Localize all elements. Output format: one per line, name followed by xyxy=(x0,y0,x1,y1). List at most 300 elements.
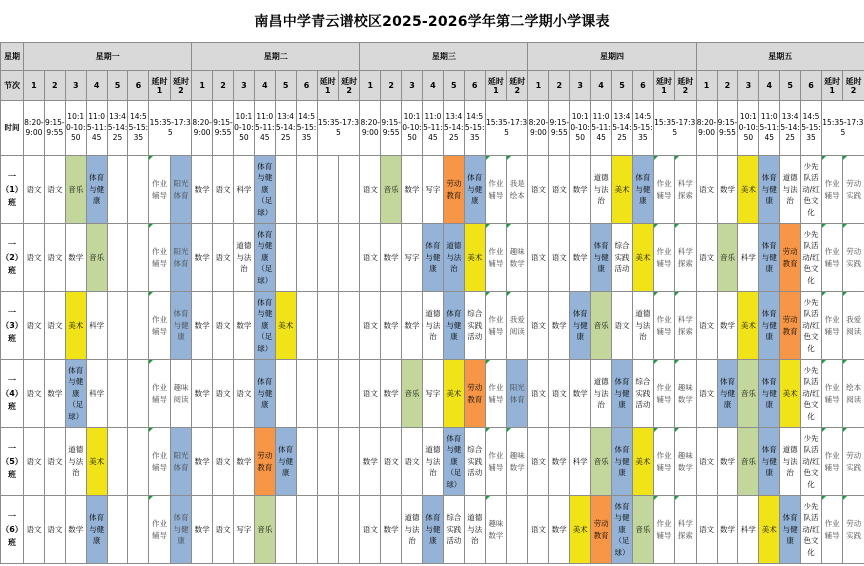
lesson-cell: 劳动教育 xyxy=(780,224,801,292)
lesson-cell: 我爱阅读 xyxy=(843,292,864,360)
lesson-cell: 道德与法治 xyxy=(591,360,612,428)
lesson-cell xyxy=(296,224,317,292)
period-header: 延时1 xyxy=(821,71,842,101)
lesson-cell: 作业辅导 xyxy=(821,428,842,496)
time-cell: 13:45-14:25 xyxy=(612,101,633,156)
lesson-cell: 体育与健康 xyxy=(86,156,107,224)
lesson-cell xyxy=(128,428,149,496)
lesson-cell: 科学探索 xyxy=(675,292,696,360)
lesson-cell: 体育与健康 xyxy=(170,496,191,564)
lesson-cell: 科学 xyxy=(570,428,591,496)
lesson-cell: 体育与健康（足球） xyxy=(254,292,275,360)
lesson-cell xyxy=(317,360,338,428)
lesson-cell: 数学 xyxy=(192,224,213,292)
lesson-cell: 作业辅导 xyxy=(653,360,674,428)
lesson-cell: 作业辅导 xyxy=(653,496,674,564)
lesson-cell xyxy=(338,360,359,428)
lesson-cell: 语文 xyxy=(24,156,45,224)
lesson-cell xyxy=(338,428,359,496)
lesson-cell: 科学 xyxy=(738,496,759,564)
lesson-cell: 语文 xyxy=(44,156,65,224)
lesson-cell: 语文 xyxy=(528,292,549,360)
lesson-cell: 数学 xyxy=(233,292,254,360)
lesson-cell: 体育与健康 xyxy=(275,428,296,496)
lesson-cell: 语文 xyxy=(612,292,633,360)
lesson-cell xyxy=(338,224,359,292)
lesson-cell: 劳动教育 xyxy=(443,156,464,224)
time-cell: 13:45-14:25 xyxy=(443,101,464,156)
lesson-cell: 劳动实践 xyxy=(843,224,864,292)
lesson-cell: 数学 xyxy=(192,292,213,360)
lesson-cell: 语文 xyxy=(233,360,254,428)
lesson-cell: 绘本阅读 xyxy=(843,360,864,428)
lesson-cell: 综合实践活动 xyxy=(632,360,653,428)
lesson-cell: 体育与健康 xyxy=(612,360,633,428)
lesson-cell xyxy=(275,496,296,564)
lesson-cell: 道德与法治 xyxy=(464,496,485,564)
lesson-cell: 少先队活动/红色文化 xyxy=(801,496,822,564)
lesson-cell: 作业辅导 xyxy=(485,360,506,428)
class-label: 一（1）班 xyxy=(1,156,24,224)
time-cell: 11:05-11:45 xyxy=(422,101,443,156)
lesson-cell: 体育与健康 xyxy=(591,224,612,292)
lesson-cell: 美术 xyxy=(738,292,759,360)
period-header: 5 xyxy=(107,71,128,101)
lesson-cell: 劳动教育 xyxy=(780,292,801,360)
time-cell: 9:15-9:55 xyxy=(44,101,65,156)
lesson-cell: 语文 xyxy=(213,360,234,428)
lesson-cell: 趣味阅读 xyxy=(170,360,191,428)
row-label-day: 星期 xyxy=(1,43,24,71)
lesson-cell xyxy=(107,496,128,564)
lesson-cell: 数学 xyxy=(549,496,570,564)
lesson-cell xyxy=(107,224,128,292)
time-cell: 9:15-9:55 xyxy=(717,101,738,156)
page-title: 南昌中学青云谱校区2025-2026学年第二学期小学课表 xyxy=(254,14,610,30)
period-header: 延时2 xyxy=(338,71,359,101)
lesson-cell: 语文 xyxy=(44,292,65,360)
lesson-cell: 综合实践活动 xyxy=(464,292,485,360)
lesson-cell: 语文 xyxy=(44,224,65,292)
lesson-cell: 数学 xyxy=(65,224,86,292)
time-cell: 14:55-15:35 xyxy=(801,101,822,156)
lesson-cell: 语文 xyxy=(360,496,381,564)
lesson-cell: 写字 xyxy=(402,224,423,292)
lesson-cell: 语文 xyxy=(213,156,234,224)
lesson-cell: 趣味数学 xyxy=(507,428,528,496)
time-cell: 9:15-9:55 xyxy=(549,101,570,156)
period-header: 6 xyxy=(632,71,653,101)
time-cell: 10:10-10:50 xyxy=(738,101,759,156)
lesson-cell: 道德与法治 xyxy=(233,224,254,292)
lesson-cell: 语文 xyxy=(360,224,381,292)
lesson-cell: 阳光体育 xyxy=(170,428,191,496)
lesson-cell: 数学 xyxy=(717,496,738,564)
lesson-cell: 音乐 xyxy=(254,496,275,564)
lesson-cell: 美术 xyxy=(632,224,653,292)
time-cell: 15:35-17:35 xyxy=(821,101,864,156)
lesson-cell: 作业辅导 xyxy=(653,292,674,360)
lesson-cell: 科学探索 xyxy=(675,224,696,292)
lesson-cell: 劳动实践 xyxy=(843,428,864,496)
lesson-cell: 语文 xyxy=(528,156,549,224)
lesson-cell: 音乐 xyxy=(591,292,612,360)
time-cell: 15:35-17:35 xyxy=(317,101,360,156)
period-header: 延时1 xyxy=(317,71,338,101)
lesson-cell: 体育与健康 xyxy=(170,292,191,360)
lesson-cell: 道德与法治 xyxy=(632,292,653,360)
lesson-cell: 作业辅导 xyxy=(485,428,506,496)
lesson-cell: 数学 xyxy=(360,428,381,496)
lesson-cell: 劳动实践 xyxy=(843,496,864,564)
period-header: 4 xyxy=(591,71,612,101)
lesson-cell: 音乐 xyxy=(738,360,759,428)
lesson-cell: 道德与法治 xyxy=(780,428,801,496)
period-header: 1 xyxy=(192,71,213,101)
lesson-cell: 美术 xyxy=(275,292,296,360)
lesson-cell: 语文 xyxy=(24,360,45,428)
lesson-cell xyxy=(296,496,317,564)
lesson-cell: 阳光体育 xyxy=(170,224,191,292)
lesson-cell xyxy=(275,224,296,292)
lesson-cell: 作业辅导 xyxy=(821,292,842,360)
lesson-cell: 劳动教育 xyxy=(254,428,275,496)
lesson-cell: 音乐 xyxy=(738,428,759,496)
period-header: 延时1 xyxy=(485,71,506,101)
lesson-cell: 作业辅导 xyxy=(821,496,842,564)
period-header: 1 xyxy=(360,71,381,101)
lesson-cell: 作业辅导 xyxy=(149,292,170,360)
period-header: 1 xyxy=(696,71,717,101)
lesson-cell: 趣味数学 xyxy=(507,224,528,292)
time-cell: 8:20-9:00 xyxy=(360,101,381,156)
lesson-cell xyxy=(317,224,338,292)
lesson-cell: 作业辅导 xyxy=(653,224,674,292)
lesson-cell: 数学 xyxy=(717,428,738,496)
lesson-cell: 少先队活动/红色文化 xyxy=(801,292,822,360)
day-header: 星期一 xyxy=(24,43,192,71)
day-header: 星期二 xyxy=(192,43,360,71)
day-header: 星期三 xyxy=(360,43,528,71)
lesson-cell: 美术 xyxy=(65,292,86,360)
lesson-cell: 科学 xyxy=(233,156,254,224)
lesson-cell xyxy=(317,292,338,360)
time-cell: 11:05-11:45 xyxy=(591,101,612,156)
lesson-cell: 综合实践活动 xyxy=(443,496,464,564)
lesson-cell: 语文 xyxy=(213,428,234,496)
lesson-cell: 体育与健康（足球） xyxy=(65,360,86,428)
lesson-cell: 体育与健康 xyxy=(759,360,780,428)
lesson-cell: 体育与健康 xyxy=(759,428,780,496)
lesson-cell: 作业辅导 xyxy=(149,224,170,292)
row-label-period: 节次 xyxy=(1,71,24,101)
lesson-cell: 作业辅导 xyxy=(149,428,170,496)
lesson-cell xyxy=(338,292,359,360)
lesson-cell: 综合实践活动 xyxy=(612,224,633,292)
time-cell: 10:10-10:50 xyxy=(65,101,86,156)
time-cell: 15:35-17:35 xyxy=(485,101,528,156)
time-cell: 10:10-10:50 xyxy=(570,101,591,156)
lesson-cell: 音乐 xyxy=(381,156,402,224)
lesson-cell: 科学 xyxy=(86,292,107,360)
class-label: 一（2）班 xyxy=(1,224,24,292)
lesson-cell: 科学 xyxy=(86,360,107,428)
lesson-cell: 体育与健康 xyxy=(717,360,738,428)
lesson-cell: 体育与健康 xyxy=(443,292,464,360)
lesson-cell: 我爱阅读 xyxy=(507,292,528,360)
lesson-cell: 作业辅导 xyxy=(653,428,674,496)
period-header: 5 xyxy=(780,71,801,101)
lesson-cell: 语文 xyxy=(549,156,570,224)
lesson-cell: 我是绘本 xyxy=(507,156,528,224)
period-header: 3 xyxy=(65,71,86,101)
time-cell: 10:10-10:50 xyxy=(402,101,423,156)
lesson-cell: 语文 xyxy=(360,360,381,428)
lesson-cell xyxy=(338,156,359,224)
lesson-cell: 音乐 xyxy=(86,224,107,292)
time-cell: 9:15-9:55 xyxy=(381,101,402,156)
lesson-cell: 作业辅导 xyxy=(485,292,506,360)
period-header: 延时1 xyxy=(149,71,170,101)
lesson-cell: 体育与健康（足球） xyxy=(612,496,633,564)
lesson-cell: 美术 xyxy=(86,428,107,496)
lesson-cell xyxy=(107,360,128,428)
lesson-cell: 道德与法治 xyxy=(422,428,443,496)
lesson-cell: 道德与法治 xyxy=(402,496,423,564)
row-label-time: 时间 xyxy=(1,101,24,156)
lesson-cell: 数学 xyxy=(549,292,570,360)
lesson-cell: 语文 xyxy=(381,428,402,496)
lesson-cell: 语文 xyxy=(528,224,549,292)
lesson-cell: 语文 xyxy=(528,360,549,428)
time-cell: 13:45-14:25 xyxy=(275,101,296,156)
time-cell: 8:20-9:00 xyxy=(696,101,717,156)
lesson-cell: 音乐 xyxy=(717,224,738,292)
lesson-cell: 语文 xyxy=(360,292,381,360)
lesson-cell xyxy=(296,428,317,496)
period-header: 1 xyxy=(528,71,549,101)
period-header: 4 xyxy=(422,71,443,101)
period-header: 5 xyxy=(443,71,464,101)
lesson-cell: 数学 xyxy=(381,360,402,428)
lesson-cell: 阳光体育 xyxy=(507,360,528,428)
lesson-cell: 劳动教育 xyxy=(591,496,612,564)
lesson-cell: 作业辅导 xyxy=(821,360,842,428)
lesson-cell: 语文 xyxy=(528,428,549,496)
lesson-cell: 体育与健康（足球） xyxy=(254,224,275,292)
lesson-cell: 美术 xyxy=(570,496,591,564)
lesson-cell: 数学 xyxy=(44,360,65,428)
period-header: 2 xyxy=(213,71,234,101)
time-cell: 11:05-11:45 xyxy=(254,101,275,156)
lesson-cell: 数学 xyxy=(192,360,213,428)
time-cell: 9:15-9:55 xyxy=(213,101,234,156)
period-header: 2 xyxy=(381,71,402,101)
class-label: 一（6）班 xyxy=(1,496,24,564)
lesson-cell: 语文 xyxy=(696,496,717,564)
lesson-cell: 体育与健康（足球） xyxy=(254,156,275,224)
lesson-cell: 数学 xyxy=(549,428,570,496)
time-cell: 14:55-15:35 xyxy=(296,101,317,156)
time-cell: 11:05-11:45 xyxy=(759,101,780,156)
lesson-cell: 体育与健康 xyxy=(632,156,653,224)
lesson-cell: 科学探索 xyxy=(675,496,696,564)
lesson-cell: 数学 xyxy=(381,224,402,292)
lesson-cell: 美术 xyxy=(780,360,801,428)
lesson-cell: 少先队活动/红色文化 xyxy=(801,224,822,292)
lesson-cell: 数学 xyxy=(402,156,423,224)
lesson-cell: 音乐 xyxy=(591,428,612,496)
period-header: 延时2 xyxy=(170,71,191,101)
period-header: 延时2 xyxy=(675,71,696,101)
lesson-cell xyxy=(107,428,128,496)
lesson-cell: 语文 xyxy=(528,496,549,564)
lesson-cell: 趣味数学 xyxy=(675,360,696,428)
lesson-cell: 少先队活动/红色文化 xyxy=(801,156,822,224)
lesson-cell xyxy=(338,496,359,564)
period-header: 6 xyxy=(464,71,485,101)
lesson-cell: 美术 xyxy=(759,496,780,564)
lesson-cell: 语文 xyxy=(213,224,234,292)
lesson-cell: 音乐 xyxy=(65,156,86,224)
lesson-cell xyxy=(128,496,149,564)
period-header: 延时2 xyxy=(843,71,864,101)
timetable xyxy=(0,42,864,564)
lesson-cell: 体育与健康 xyxy=(759,292,780,360)
lesson-cell: 体育与健康 xyxy=(780,496,801,564)
time-cell: 15:35-17:35 xyxy=(653,101,696,156)
lesson-cell: 语文 xyxy=(696,292,717,360)
lesson-cell: 写字 xyxy=(422,156,443,224)
lesson-cell: 语文 xyxy=(402,428,423,496)
lesson-cell xyxy=(128,224,149,292)
lesson-cell: 科学 xyxy=(738,224,759,292)
lesson-cell: 阳光体育 xyxy=(170,156,191,224)
lesson-cell xyxy=(296,360,317,428)
lesson-cell: 综合实践活动 xyxy=(464,428,485,496)
lesson-cell: 美术 xyxy=(738,156,759,224)
lesson-cell xyxy=(317,496,338,564)
lesson-cell: 语文 xyxy=(24,496,45,564)
lesson-cell: 美术 xyxy=(464,224,485,292)
lesson-cell: 体育与健康 xyxy=(422,496,443,564)
lesson-cell: 语文 xyxy=(696,428,717,496)
lesson-cell: 语文 xyxy=(213,496,234,564)
lesson-cell: 语文 xyxy=(213,292,234,360)
lesson-cell: 道德与法治 xyxy=(780,156,801,224)
period-header: 2 xyxy=(44,71,65,101)
period-header: 3 xyxy=(570,71,591,101)
lesson-cell: 语文 xyxy=(44,496,65,564)
lesson-cell: 数学 xyxy=(717,292,738,360)
time-cell: 14:55-15:35 xyxy=(128,101,149,156)
lesson-cell: 作业辅导 xyxy=(821,224,842,292)
lesson-cell: 写字 xyxy=(422,360,443,428)
time-cell: 11:05-11:45 xyxy=(86,101,107,156)
period-header: 2 xyxy=(717,71,738,101)
lesson-cell: 写字 xyxy=(233,496,254,564)
day-header: 星期五 xyxy=(696,43,864,71)
lesson-cell: 体育与健康 xyxy=(570,292,591,360)
lesson-cell: 作业辅导 xyxy=(149,156,170,224)
period-header: 5 xyxy=(612,71,633,101)
time-cell: 14:55-15:35 xyxy=(632,101,653,156)
lesson-cell: 作业辅导 xyxy=(485,224,506,292)
lesson-cell: 音乐 xyxy=(402,360,423,428)
lesson-cell: 作业辅导 xyxy=(821,156,842,224)
lesson-cell: 语文 xyxy=(24,292,45,360)
class-label: 一（4）班 xyxy=(1,360,24,428)
lesson-cell xyxy=(317,428,338,496)
lesson-cell xyxy=(128,360,149,428)
time-cell: 13:45-14:25 xyxy=(780,101,801,156)
period-header: 6 xyxy=(296,71,317,101)
time-cell: 13:45-14:25 xyxy=(107,101,128,156)
lesson-cell: 数学 xyxy=(570,360,591,428)
period-header: 4 xyxy=(254,71,275,101)
period-header: 6 xyxy=(801,71,822,101)
lesson-cell: 道德与法治 xyxy=(65,428,86,496)
lesson-cell: 数学 xyxy=(381,496,402,564)
lesson-cell: 数学 xyxy=(570,224,591,292)
period-header: 延时2 xyxy=(507,71,528,101)
lesson-cell: 道德与法治 xyxy=(443,224,464,292)
lesson-cell: 语文 xyxy=(696,360,717,428)
lesson-cell: 作业辅导 xyxy=(149,496,170,564)
lesson-cell: 语文 xyxy=(24,224,45,292)
lesson-cell: 作业辅导 xyxy=(149,360,170,428)
lesson-cell: 数学 xyxy=(570,156,591,224)
time-cell: 8:20-9:00 xyxy=(24,101,45,156)
lesson-cell: 体育与健康 xyxy=(759,224,780,292)
period-header: 3 xyxy=(738,71,759,101)
lesson-cell: 数学 xyxy=(65,496,86,564)
lesson-cell: 体育与健康（足球） xyxy=(443,428,464,496)
lesson-cell: 音乐 xyxy=(632,496,653,564)
lesson-cell xyxy=(107,156,128,224)
lesson-cell: 语文 xyxy=(696,156,717,224)
lesson-cell: 数学 xyxy=(233,428,254,496)
lesson-cell xyxy=(296,156,317,224)
lesson-cell xyxy=(107,292,128,360)
lesson-cell: 道德与法治 xyxy=(591,156,612,224)
lesson-cell: 数学 xyxy=(192,156,213,224)
lesson-cell: 体育与健康 xyxy=(422,224,443,292)
time-cell: 15:35-17:35 xyxy=(149,101,192,156)
period-header: 5 xyxy=(275,71,296,101)
lesson-cell xyxy=(128,156,149,224)
period-header: 4 xyxy=(86,71,107,101)
lesson-cell: 数学 xyxy=(717,156,738,224)
day-header: 星期四 xyxy=(528,43,696,71)
lesson-cell: 语文 xyxy=(360,156,381,224)
lesson-cell: 少先队活动/红色文化 xyxy=(801,360,822,428)
period-header: 3 xyxy=(402,71,423,101)
lesson-cell: 数学 xyxy=(381,292,402,360)
lesson-cell: 科学探索 xyxy=(675,156,696,224)
lesson-cell: 体育与健康 xyxy=(254,360,275,428)
lesson-cell: 体育与健康 xyxy=(759,156,780,224)
lesson-cell: 数学 xyxy=(192,428,213,496)
lesson-cell: 语文 xyxy=(549,360,570,428)
lesson-cell xyxy=(275,360,296,428)
lesson-cell xyxy=(296,292,317,360)
lesson-cell: 数学 xyxy=(192,496,213,564)
lesson-cell: 美术 xyxy=(443,360,464,428)
lesson-cell: 趣味数学 xyxy=(675,428,696,496)
lesson-cell xyxy=(317,156,338,224)
lesson-cell: 语文 xyxy=(696,224,717,292)
